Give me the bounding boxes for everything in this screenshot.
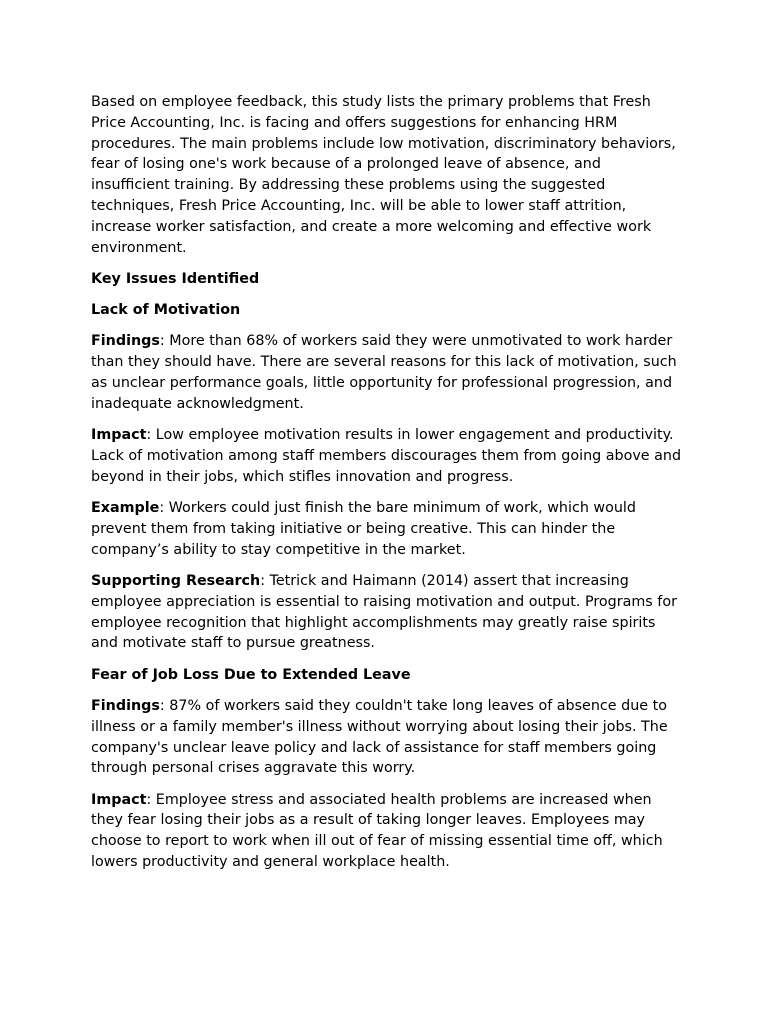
supporting-research-paragraph bbox=[91, 571, 683, 654]
document-page bbox=[91, 92, 683, 883]
paragraph-text: : More than 68% of workers said they were unmotivated to work harder than they should have. There are several reasons for this lack of motivation, such as unclear performance goals, little opportunity for professional progression, and inadequate acknowledgment. bbox=[91, 333, 677, 412]
issue-heading: Lack of Motivation bbox=[91, 302, 241, 319]
section-heading: Key Issues Identified bbox=[91, 270, 260, 287]
paragraph-text: : Low employee motivation results in lower engagement and productivity. Lack of motivation among staff members discourages them from going above and beyond in their jobs, which stifles innovation and progress. bbox=[91, 427, 682, 485]
paragraph-text: : 87% of workers said they couldn't take long leaves of absence due to illness or a family member's illness without worrying about losing their jobs. The company's unclear leave policy and lack of assistance for staff members going through personal crises aggravate this worry. bbox=[91, 697, 668, 777]
findings-paragraph bbox=[91, 331, 683, 414]
paragraph-label: Impact bbox=[91, 427, 147, 444]
paragraph-label: Supporting Research bbox=[91, 572, 261, 589]
paragraph-label: Impact bbox=[91, 791, 147, 808]
paragraph-label: Findings bbox=[91, 697, 160, 714]
intro-paragraph: Based on employee feedback, this study lists the primary problems that Fresh Price Accounting, Inc. is facing and offers suggestions for enhancing HRM procedures. The main problems include low motivation, discriminatory behaviors, fear of losing one's work because of a prolonged leave of absence, and insufficient training. By addressing these problems using the suggested techniques, Fresh Price Accounting, Inc. will be able to lower staff attrition, increase worker satisfaction, and create a more welcoming and effective work environment. bbox=[91, 94, 676, 256]
impact-paragraph bbox=[91, 790, 683, 873]
paragraph-label: Findings bbox=[91, 333, 160, 350]
issue-heading: Fear of Job Loss Due to Extended Leave bbox=[91, 666, 411, 683]
paragraph-text: : Employee stress and associated health problems are increased when they fear losing their jobs as a result of taking longer leaves. Employees may choose to report to work when ill out of fear of missing essential time off, which lowers productivity and general workplace health. bbox=[91, 791, 663, 870]
example-paragraph bbox=[91, 498, 683, 560]
paragraph-label: Example bbox=[91, 500, 160, 517]
findings-paragraph bbox=[91, 696, 683, 779]
impact-paragraph bbox=[91, 425, 683, 487]
paragraph-text: : Workers could just finish the bare minimum of work, which would prevent them from taking initiative or being creative. This can hinder the company’s ability to stay competitive in the market. bbox=[91, 500, 636, 558]
paragraph-text: : Tetrick and Haimann (2014) assert that increasing employee appreciation is essential to raising motivation and output. Programs for employee recognition that highlight accomplishments may greatly raise spirits and motivate staff to pursue greatness. bbox=[91, 572, 677, 652]
